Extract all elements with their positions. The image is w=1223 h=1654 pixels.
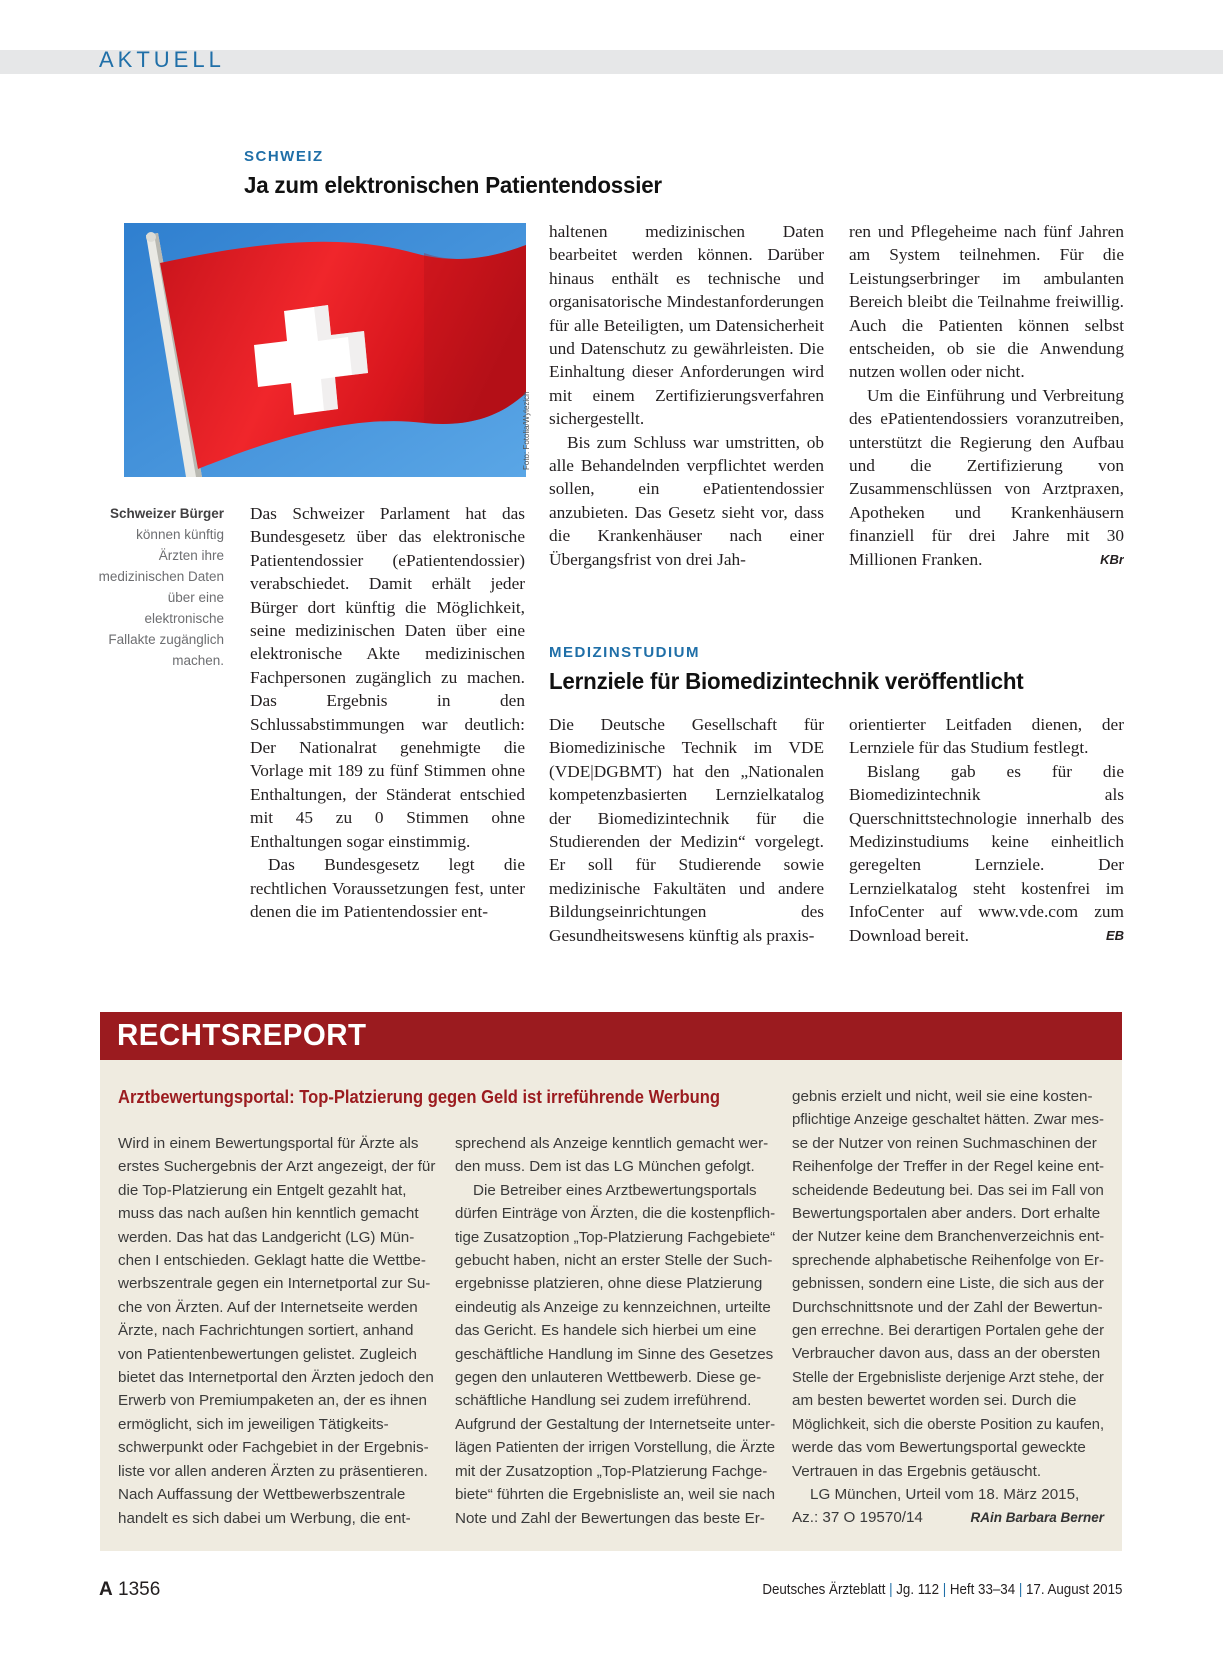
text-line: Verbraucher davon aus, dass an der obersten <box>792 1345 1101 1363</box>
rr-col3-lines <box>792 1085 1104 1483</box>
journal-volume: Jg. 112 <box>895 1582 939 1598</box>
footer-separator: | <box>1018 1582 1022 1598</box>
article2-kicker: MEDIZINSTUDIUM <box>549 644 700 661</box>
text-line: sprechend als Anzeige kenntlich gemacht wer- <box>455 1135 769 1152</box>
article1-paragraph-3-cont: ren und Pflegeheime nach fünf Jahren am System teilnehmen. Für die Leistungserbringer im ambulanten Bereich bleibt die Teilnahme freiwillig. Auch die Patienten können selbst entscheiden, ob sie die Anwendung nutzen wollen oder nicht. <box>849 222 1124 382</box>
text-line: schäftliche Handlung sei zudem irreführend. <box>455 1392 752 1410</box>
text-line: der Nutzer keine dem Branchenverzeichnis ent- <box>792 1228 1105 1246</box>
text-line: geschäftliche Handlung im Sinne des Gesetzes <box>455 1345 774 1363</box>
footer-separator: | <box>888 1582 893 1598</box>
rechtsreport-author: RAin Barbara Berner <box>970 1510 1104 1526</box>
text-line: Bewertungsportalen aber anders. Dort erhalte <box>792 1205 1101 1223</box>
text-line: Reihenfolge der Treffer in der Regel keine ent- <box>792 1158 1105 1176</box>
text-line: Erwerb von Premiumpaketen an, der es ihnen <box>118 1392 427 1410</box>
text-line: scheidende Bedeutung bei. Das sei im Fall von <box>792 1181 1104 1199</box>
text-line: dürfen Einträge von Ärzten, die die kostenpflich- <box>455 1205 776 1223</box>
journal-issue: Heft 33–34 <box>949 1582 1015 1598</box>
text-line: gebucht haben, nicht an erster Stelle der Such- <box>455 1252 773 1270</box>
text-line: Ärzte, nach Fachrichtungen sortiert, anhand <box>118 1322 414 1340</box>
text-line: mit der Zusatzoption „Top-Platzierung Fachge- <box>455 1462 768 1480</box>
swiss-flag-illustration <box>124 223 526 477</box>
rechtsreport-column-3 <box>792 1085 1104 1530</box>
rr-col2a-lines <box>455 1132 775 1179</box>
article2-paragraph-1: Die Deutsche Gesellschaft für Biomedizinische Technik im VDE (VDE|DGBMT) hat den „Nationalen kompetenzbasierten Lernzielkatalog der Biomedizintechnik für die Studierenden der Medizin“ vorgelegt. Er soll für Studierende sowie medizinische Fakultäten und andere Bildungseinrichtungen des Gesundheitswesens künftig als praxis- <box>549 715 824 945</box>
text-line: Durchschnittsnote und der Zahl der Bewertun- <box>792 1298 1103 1316</box>
text-line: se der Nutzer von reinen Suchmaschinen der <box>792 1134 1097 1152</box>
text-line: gen errechne. Bei derartigen Portalen gehe der <box>792 1322 1105 1340</box>
image-caption <box>94 503 224 671</box>
swiss-flag-photo <box>124 223 526 477</box>
article2-column-1 <box>549 713 824 953</box>
rechtsreport-headline: Arztbewertungsportal: Top-Platzierung gegen Geld ist irreführende Werbung <box>118 1087 721 1107</box>
article2-paragraph-2: Bislang gab es für die Biomedizintechnik als Querschnittstechnologie innerhalb des Medizinstudiums keine einheitlich geregelten Lernziele. Der Lernzielkatalog steht kostenfrei im InfoCenter auf www.vde.com zum Download bereit. EB <box>849 761 1124 945</box>
text-line: gebnissen, sondern eine Liste, die sich aus der <box>792 1275 1104 1293</box>
text-line: tige Zusatzoption „Top-Platzierung Fachgebiete“ <box>455 1228 776 1246</box>
article1-column-2 <box>549 220 824 575</box>
text-line: werbszentrale gegen ein Internetportal zur Su- <box>118 1275 431 1293</box>
section-label: AKTUELL <box>99 47 225 72</box>
footer-separator: | <box>942 1582 946 1598</box>
article1-column-3 <box>849 220 1124 580</box>
journal-name: Deutsches Ärzteblatt <box>761 1582 885 1598</box>
article1-kicker: SCHWEIZ <box>244 148 324 165</box>
text-line: lägen Patienten der irrigen Vorstellung, die Ärzte <box>455 1439 776 1457</box>
text-line: biete“ führten die Ergebnisliste an, weil sie nach <box>455 1486 776 1504</box>
text-line: sprechende alphabetische Reihenfolge von Er- <box>792 1251 1104 1269</box>
rr-col1-lines <box>118 1132 438 1530</box>
article1-signature: KBr <box>1100 551 1124 567</box>
article2-column-2 <box>849 713 1124 953</box>
journal-date: 17. August 2015 <box>1025 1582 1122 1598</box>
text-line: erstes Suchergebnis der Arzt angezeigt, der für <box>118 1158 436 1176</box>
ruling-line-2: Az.: 37 O 19570/14 <box>792 1509 923 1527</box>
text-line: ermöglicht, sich im jeweiligen Tätigkeits- <box>118 1415 389 1433</box>
article1-paragraph-1: Das Schweizer Parlament hat das Bundesgesetz über das elektronische Patientendossier (ePatientendossier) verabschiedet. Damit erhält jeder Bürger dort künftig die Möglichkeit, seine medizinischen Daten über eine elektronische Akte medizinischen Fachpersonen zugänglich zu machen. Das Ergebnis in den Schlussabstimmungen war deutlich: Der Nationalrat genehmigte die Vorlage mit 189 zu fünf Stimmen ohne Enthaltungen, der Ständerat entschied mit 45 zu 0 Stimmen ohne Enthaltungen sogar einstimmig. <box>250 504 525 851</box>
rr-col2b-lines <box>455 1179 775 1530</box>
text-line: liste vor allen anderen Ärzten zu präsentieren. <box>118 1462 428 1480</box>
article1-paragraph-3: Bis zum Schluss war umstritten, ob alle Behandelnden verpflichtet werden sollen, ein ePatientendossier anzubieten. Das Gesetz sieht vor, dass die Krankenhäuser nach einer Übergangsfrist von drei Jah- <box>549 432 824 569</box>
text-line: Wird in einem Bewertungsportal für Ärzte als <box>118 1135 419 1152</box>
page-number-value: 1356 <box>118 1579 161 1600</box>
rechtsreport-ruling <box>792 1483 1104 1530</box>
text-line: von Patientenbewertungen gelistet. Zugleich <box>118 1345 417 1363</box>
article1-paragraph-2-cont: haltenen medizinischen Daten bearbeitet werden können. Darüber hinaus enthält es technische und organisatorische Mindestanforderungen für alle Beteiligten, um Datensicherheit und Datenschutz zu gewährleisten. Die Einhaltung dieser Anforderungen wird mit einem Zertifizierungsverfahren sichergestellt. <box>549 222 824 429</box>
article1-headline: Ja zum elektronischen Patientendossier <box>244 172 662 198</box>
article2-signature: EB <box>1105 927 1124 943</box>
text-line: am besten bewertet worden sei. Durch die <box>792 1392 1077 1410</box>
text-line: Vertrauen in das Ergebnis getäuscht. <box>792 1462 1042 1480</box>
text-line: muss das nach außen hin kenntlich gemacht <box>118 1205 419 1223</box>
text-line: pflichtige Anzeige geschaltet hätten. Zwar mes- <box>792 1111 1104 1129</box>
article1-paragraph-2: Das Bundesgesetz legt die rechtlichen Voraussetzungen fest, unter denen die im Patientendossier ent- <box>250 855 525 921</box>
ruling-line-2-wrap <box>792 1506 1104 1529</box>
footer-info <box>762 1582 1122 1598</box>
text-line: che von Ärzten. Auf der Internetseite werden <box>118 1298 418 1316</box>
text-line: gebnis erzielt und nicht, weil sie eine kosten- <box>792 1088 1093 1105</box>
text-line: das Gericht. Es handele sich hierbei um eine <box>455 1322 757 1340</box>
page-number <box>99 1579 160 1601</box>
page-prefix: A <box>99 1579 113 1600</box>
text-line: werden. Das hat das Landgericht (LG) Mün- <box>118 1228 415 1246</box>
text-line: werde das vom Bewertungsportal geweckte <box>792 1439 1086 1457</box>
caption-text: können künftig Ärzten ihre medizinischen Daten über eine elektronische Fallakte zugänglich machen. <box>98 527 224 668</box>
ruling-line-1: LG München, Urteil vom 18. März 2015, <box>810 1485 1080 1503</box>
text-line: handelt es sich dabei um Werbung, die ent- <box>118 1509 411 1527</box>
text-line: Die Betreiber eines Arztbewertungsportals <box>473 1181 757 1199</box>
text-line: gegen den unlauteren Wettbewerb. Diese ge- <box>455 1369 762 1387</box>
text-line: ergebnisse platzieren, ohne diese Platzierung <box>455 1275 763 1293</box>
text-line: eindeutig als Anzeige zu kennzeichnen, urteilte <box>455 1298 771 1316</box>
article2-headline: Lernziele für Biomedizintechnik veröffentlicht <box>549 668 1024 694</box>
text-line: Nach Auffassung der Wettbewerbszentrale <box>118 1486 406 1504</box>
text-line: Möglichkeit, sich die oberste Position zu kaufen, <box>792 1415 1105 1433</box>
text-line: bietet das Internetportal den Ärzten jedoch den <box>118 1369 434 1387</box>
article1-column-1 <box>250 502 525 952</box>
rechtsreport-title: RECHTSREPORT <box>117 1017 367 1052</box>
text-line: chen I entschieden. Geklagt hatte die Wettbe- <box>118 1252 426 1270</box>
rechtsreport-column-2 <box>455 1132 775 1530</box>
text-line: Stelle der Ergebnisliste derjenige Arzt stehe, der <box>792 1368 1104 1386</box>
article2-paragraph-1-cont: orientierter Leitfaden dienen, der Lernziele für das Studium festlegt. <box>849 715 1124 758</box>
photo-credit: Foto: Fotolia/Wylezich <box>522 391 531 470</box>
text-line: die Top-Platzierung ein Entgelt gezahlt hat, <box>118 1181 407 1199</box>
text-line: Aufgrund der Gestaltung der Internetseite unter- <box>455 1415 776 1433</box>
rechtsreport-column-1 <box>118 1132 438 1530</box>
text-line: schwerpunkt oder Fachgebiet in der Ergebnis- <box>118 1439 429 1457</box>
text-line: den muss. Dem ist das LG München gefolgt. <box>455 1158 755 1176</box>
caption-lead: Schweizer Bürger <box>109 506 224 521</box>
text-line: Note und Zahl der Bewertungen das beste Er- <box>455 1509 765 1527</box>
article1-paragraph-4: Um die Einführung und Verbreitung des ePatientendossiers voranzutreiben, unterstützt die Regierung den Aufbau und die Zertifizierung von Zusammenschlüssen von Arztpraxen, Apotheken und Krankenhäusern finanziell für drei Jahre mit 30 Millionen Franken. KBr <box>849 385 1124 569</box>
